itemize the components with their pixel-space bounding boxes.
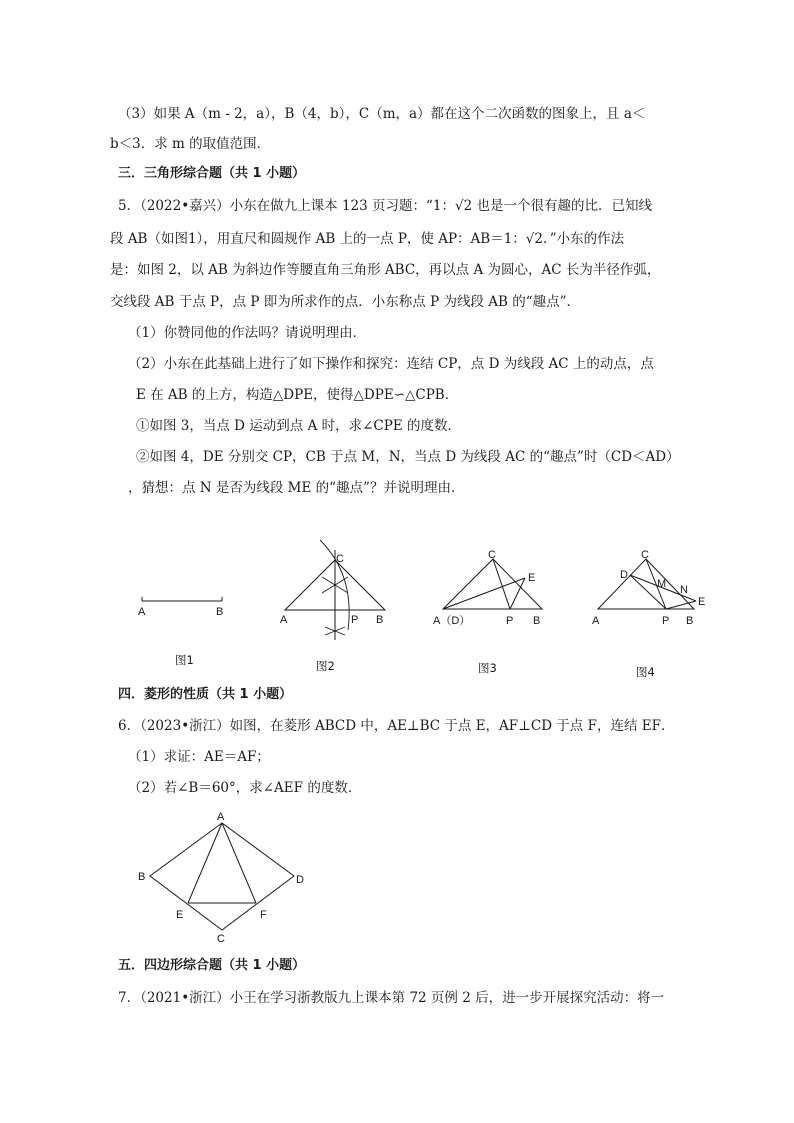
fig3-label-p: P	[506, 615, 514, 627]
fig4-label-p: P	[662, 615, 670, 627]
rhombus-label-d: D	[296, 874, 304, 886]
fig2-label-p: P	[351, 614, 359, 626]
fig3-label-b: B	[533, 615, 541, 627]
q5-part2-sub2-cont: ，猜想：点 N 是否为线段 ME 的“趣点”？并说明理由．	[128, 480, 465, 496]
q5-part2-line2: E 在 AB 的上方，构造△DPE，使得△DPE∽△CPB．	[136, 387, 459, 403]
figure-3-caption: 图3	[478, 661, 497, 675]
q5-line4: 交线段 AB 于点 P，点 P 即为所求作的点．小东称点 P 为线段 AB 的“趣点”．	[110, 294, 581, 310]
fig3-label-e: E	[528, 572, 536, 584]
figure-2-construction	[270, 535, 395, 645]
q7-line1: 7．（2021•浙江）小王在学习浙教版九上课本第 72 页例 2 后，进一步开展探究活动：将一	[118, 990, 665, 1006]
q4-part3-line1: （3）如果 A（m - 2，a），B（4，b），C（m，a）都在这个二次函数的图象上，且 a＜	[118, 106, 646, 122]
fig4-label-d: D	[620, 569, 628, 581]
q5-part1: （1）你赞同他的作法吗？请说明理由．	[128, 325, 367, 341]
fig2-label-c: C	[336, 553, 344, 565]
fig4-label-m: M	[657, 578, 667, 590]
fig1-label-a: A	[138, 606, 146, 618]
q5-line2: 段 AB（如图1），用直尺和圆规作 AB 上的一点 P，使 AP：AB＝1：√2．”小东的作法	[110, 231, 625, 247]
q4-part3-line2: b＜3．求 m 的取值范围．	[110, 136, 271, 152]
rhombus-label-f: F	[260, 909, 267, 921]
figure-4-caption: 图4	[636, 665, 655, 679]
fig2-label-b: B	[376, 614, 384, 626]
rhombus-label-e: E	[176, 909, 184, 921]
section-4-heading: 四．菱形的性质（共 1 小题）	[118, 687, 293, 702]
figure-2-caption: 图2	[316, 659, 335, 673]
q5-part2-sub2: ②如图 4，DE 分别交 CP，CB 于点 M，N，当点 D 为线段 AC 的“趣点”时（CD＜AD）	[136, 449, 680, 465]
figure-1-caption: 图1	[175, 653, 194, 667]
fig4-label-a: A	[592, 615, 600, 627]
section-3-heading: 三．三角形综合题（共 1 小题）	[118, 166, 306, 181]
rhombus-label-a: A	[217, 811, 225, 823]
q6-part1: （1）求证：AE＝AF；	[128, 749, 270, 765]
q5-part2-sub1: ①如图 3，当点 D 运动到点 A 时，求∠CPE 的度数．	[136, 418, 461, 434]
q6-line1: 6．（2023•浙江）如图，在菱形 ABCD 中，AE⊥BC 于点 E，AF⊥CD 于点 F，连结 EF．	[118, 718, 675, 734]
figure-1-segment	[130, 585, 240, 625]
fig4-label-e: E	[698, 596, 706, 608]
fig4-label-n: N	[680, 584, 688, 596]
fig2-label-a: A	[280, 614, 288, 626]
q6-part2: （2）若∠B＝60°，求∠AEF 的度数．	[128, 780, 362, 796]
fig3-label-c: C	[488, 549, 496, 561]
rhombus-label-b: B	[138, 871, 146, 883]
q5-part2-line1: （2）小东在此基础上进行了如下操作和探究：连结 CP，点 D 为线段 AC 上的动点，点	[128, 356, 654, 372]
q5-line3: 是：如图 2，以 AB 为斜边作等腰直角三角形 ABC，再以点 A 为圆心，AC 长为半径作弧，	[110, 262, 661, 278]
rhombus-figure	[130, 808, 320, 943]
section-5-heading: 五．四边形综合题（共 1 小题）	[118, 958, 306, 973]
fig1-label-b: B	[216, 606, 224, 618]
figure-4-triangle	[588, 545, 713, 630]
fig4-label-b: B	[686, 615, 694, 627]
fig3-label-ad: A（D）	[433, 615, 471, 627]
q5-line1: 5．（2022•嘉兴）小东在做九上课本 123 页习题：“1：√2 也是一个很有趣的比．已知线	[118, 198, 652, 214]
fig4-label-c: C	[641, 549, 649, 561]
figure-3-triangle	[428, 545, 548, 630]
rhombus-label-c: C	[217, 933, 225, 945]
